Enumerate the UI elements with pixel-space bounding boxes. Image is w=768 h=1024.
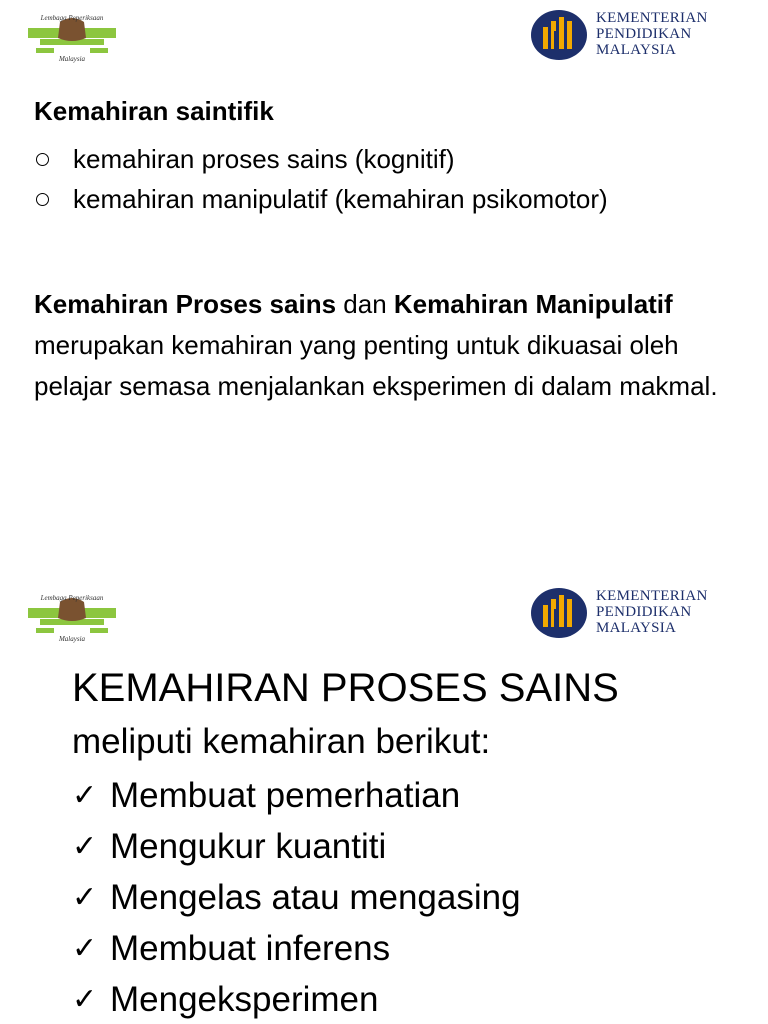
bullet-text: kemahiran manipulatif (kemahiran psikomotor) <box>73 184 608 214</box>
paragraph-bold-1: Kemahiran Proses sains <box>34 289 337 319</box>
slide2-title: KEMAHIRAN PROSES SAINS <box>72 666 619 710</box>
list-item <box>72 770 521 821</box>
list-item <box>72 974 521 1024</box>
paragraph-bold-2: Kemahiran Manipulatif <box>393 289 673 319</box>
slide1-bullet-list <box>34 139 608 219</box>
kementerian-pendidikan-logo <box>530 584 740 642</box>
list-item <box>72 821 521 872</box>
lembaga-peperiksaan-logo <box>26 588 118 646</box>
bullet-text: kemahiran proses sains (kognitif) <box>73 144 455 174</box>
list-item <box>72 872 521 923</box>
slide-2 <box>0 512 768 1024</box>
lp-logo-text-top: Lembaga Peperiksaan <box>40 594 104 602</box>
slide2-intro: meliputi kemahiran berikut: <box>72 722 491 761</box>
checklist-text: Mengeksperimen <box>110 980 379 1019</box>
kementerian-pendidikan-logo <box>530 6 740 64</box>
lp-logo-text-bottom: Malaysia <box>58 635 86 643</box>
slide1-heading: Kemahiran saintifik <box>34 96 274 126</box>
checkmark-icon: ✓ <box>72 830 98 863</box>
slide2-checklist <box>72 770 521 1024</box>
list-item <box>34 179 608 219</box>
list-item <box>34 139 608 179</box>
kpm-emblem-icon <box>530 9 588 61</box>
kpm-text-line1: KEMENTERIAN <box>596 588 708 604</box>
kpm-text-line1: KEMENTERIAN <box>596 10 708 26</box>
checkmark-icon: ✓ <box>72 881 98 914</box>
checklist-text: Membuat inferens <box>110 929 391 968</box>
paragraph-text-2: merupakan kemahiran yang penting untuk dikuasai oleh pelajar semasa menjalankan eksperimen di dalam makmal. <box>34 330 718 401</box>
paragraph-text-1: dan <box>336 289 394 319</box>
kpm-text-line3: MALAYSIA <box>596 620 677 636</box>
checkmark-icon: ✓ <box>72 983 98 1016</box>
kpm-text-line3: MALAYSIA <box>596 42 677 58</box>
kpm-emblem-icon <box>530 587 588 639</box>
checklist-text: Mengelas atau mengasing <box>110 878 521 917</box>
lp-logo-text-bottom: Malaysia <box>58 55 86 63</box>
checklist-text: Membuat pemerhatian <box>110 776 461 815</box>
circle-bullet-icon <box>36 193 49 206</box>
kpm-text-line2: PENDIDIKAN <box>596 604 692 620</box>
lp-logo-text-top: Lembaga Peperiksaan <box>40 14 104 22</box>
kpm-text-line2: PENDIDIKAN <box>596 26 692 42</box>
checkmark-icon: ✓ <box>72 932 98 965</box>
list-item <box>72 923 521 974</box>
checkmark-icon: ✓ <box>72 779 98 812</box>
lembaga-peperiksaan-logo <box>26 8 118 66</box>
circle-bullet-icon <box>36 153 49 166</box>
checklist-text: Mengukur kuantiti <box>110 827 387 866</box>
slide1-paragraph <box>34 284 734 407</box>
